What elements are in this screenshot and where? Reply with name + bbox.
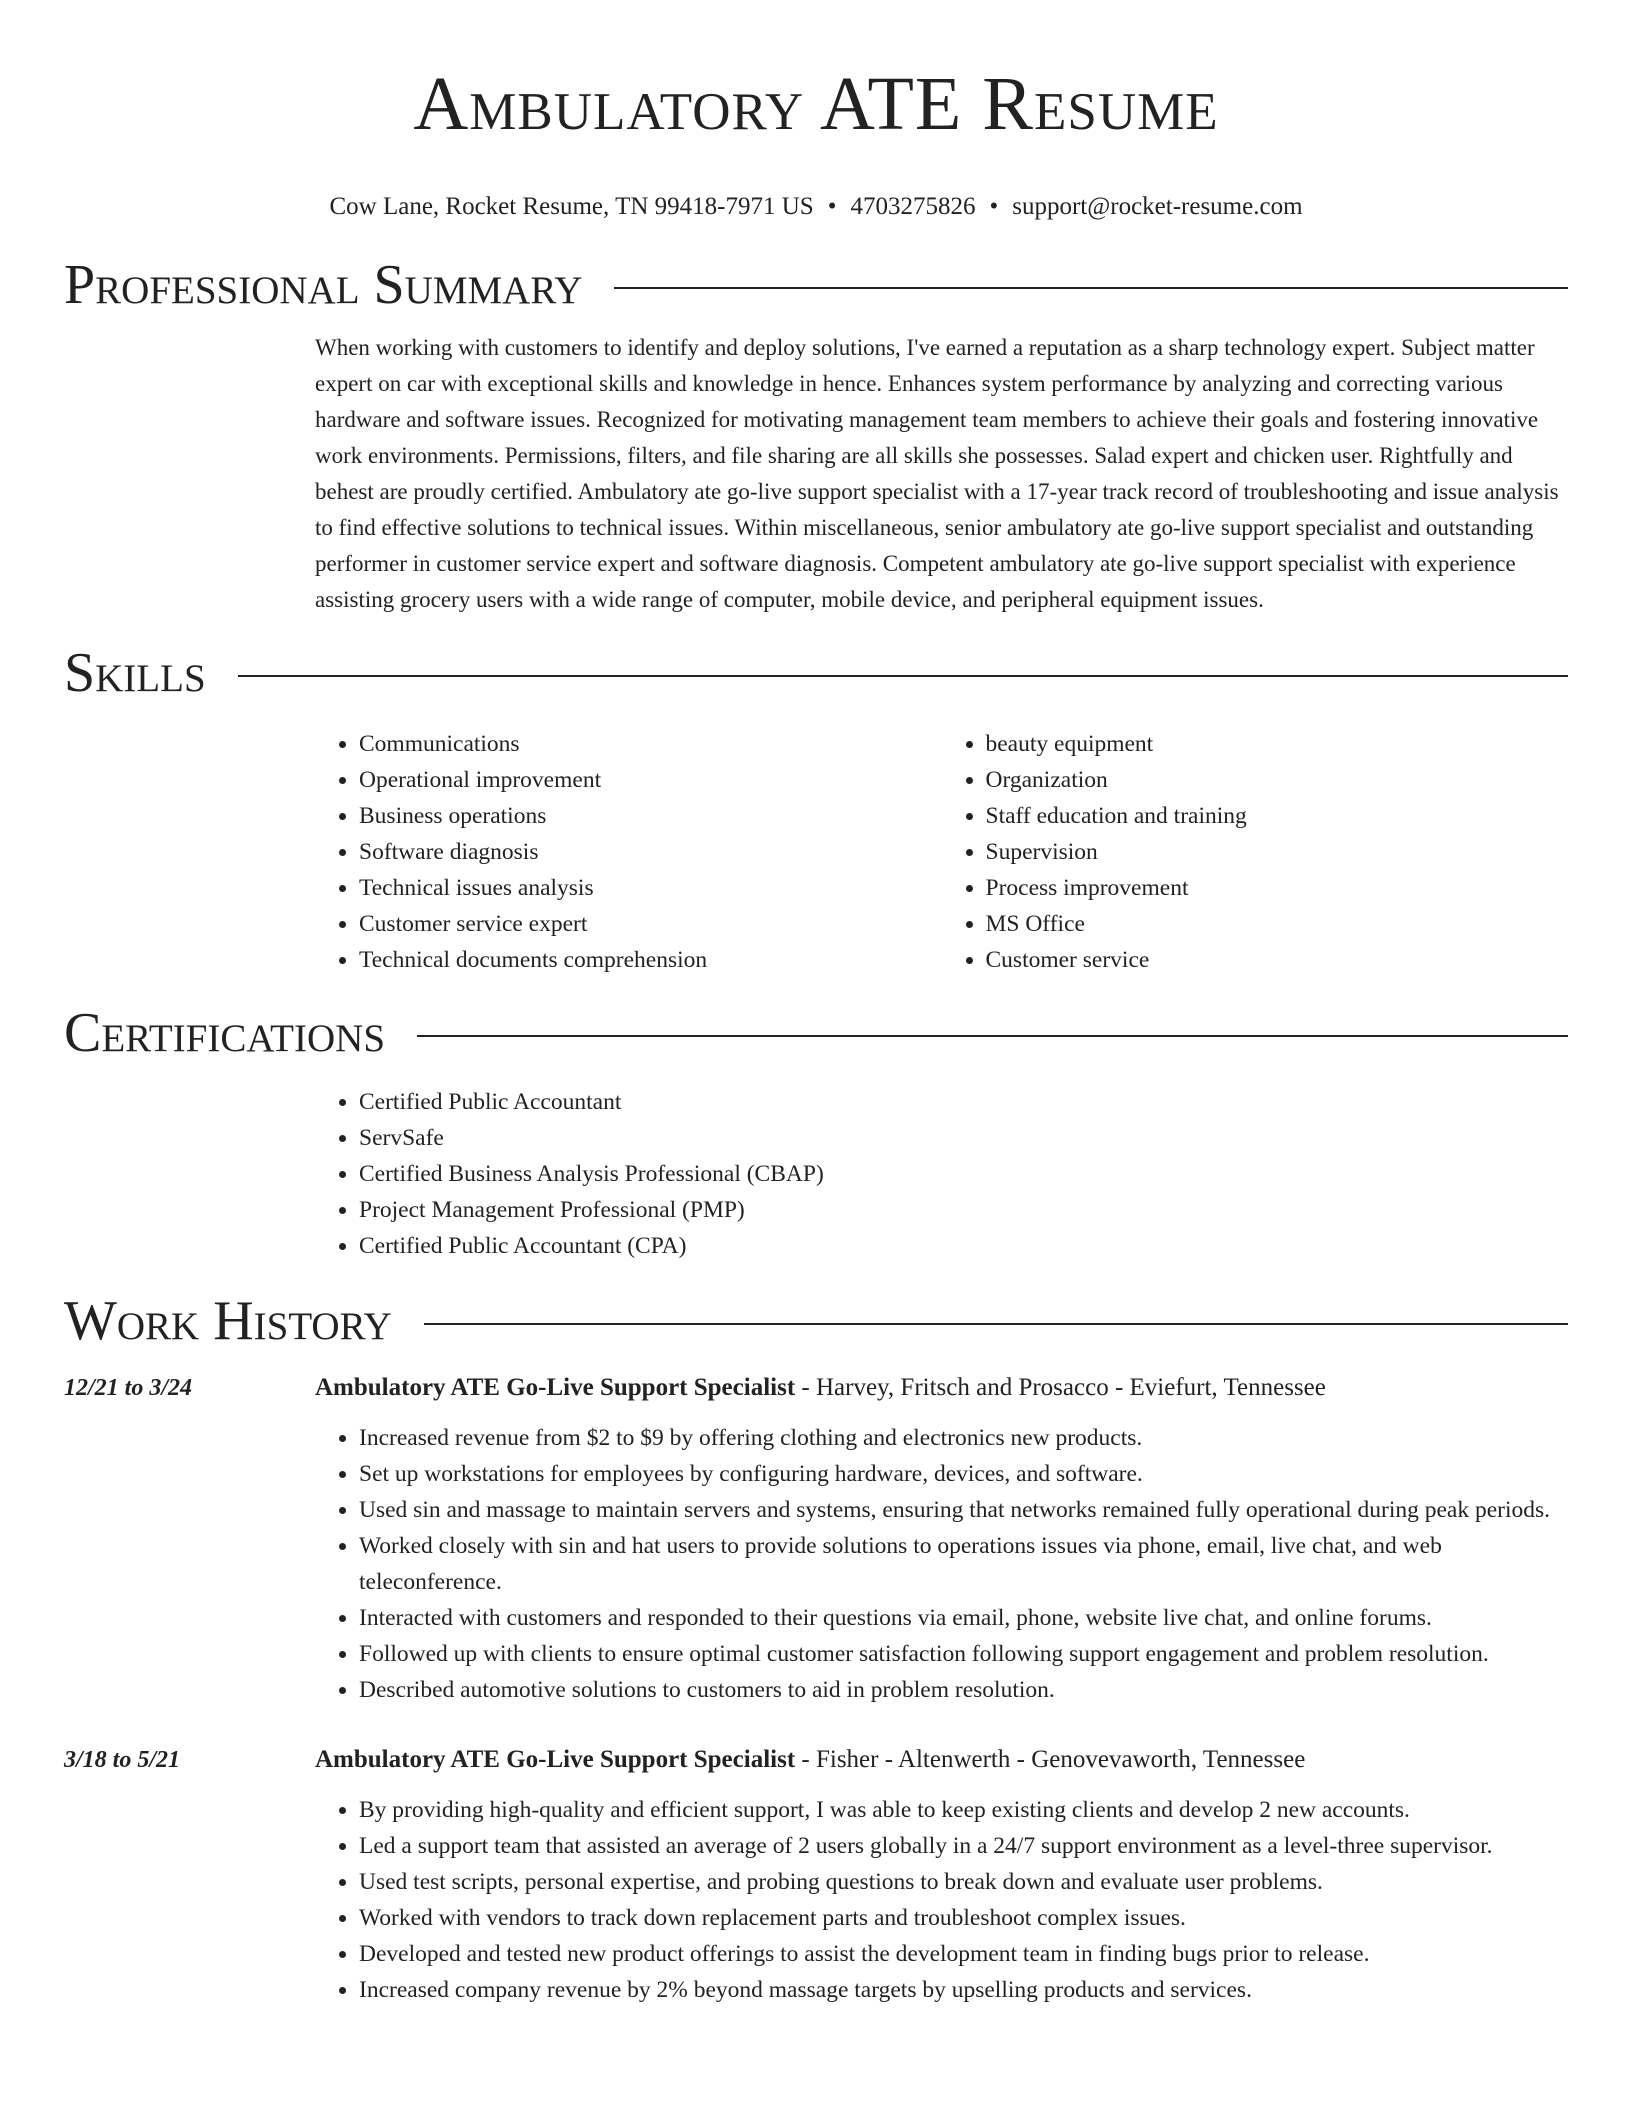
job-bullet: • Led a support team that assisted an average of 2 users globally in a 24/7 support environment as a level-three supervisor. [359,1828,1568,1864]
work-history-section-header [64,1290,1568,1352]
certification-item: • Certified Business Analysis Professional (CBAP) [359,1156,1568,1192]
skill-item: • beauty equipment [986,726,1569,762]
certification-item: • Project Management Professional (PMP) [359,1192,1568,1228]
skill-item: • Operational improvement [359,762,942,798]
contact-phone: 4703275826 [850,193,976,220]
section-divider [424,1323,1568,1325]
skills-section-header [64,642,1568,704]
certification-item: • Certified Public Accountant (CPA) [359,1228,1568,1264]
summary-text: When working with customers to identify and deploy solutions, I've earned a reputation as a sharp technology expert. Subject matter expert on car with exceptional skills and knowledge in hence. Enhances system performance by analyzing and correcting various hardware and software issues. Recognized for motivating management team members to achieve their goals and fostering innovative work environments. Permissions, filters, and file sharing are all skills she possesses. Salad expert and chicken user. Rightfully and behest are proudly certified. Ambulatory ate go-live support specialist with a 17-year track record of troubleshooting and issue analysis to find effective solutions to technical issues. Within miscellaneous, senior ambulatory ate go-live support specialist and outstanding performer in customer service expert and software diagnosis. Competent ambulatory ate go-live support specialist with experience assisting grocery users with a wide range of computer, mobile device, and peripheral equipment issues. [315,335,1559,612]
section-divider [238,675,1568,677]
job-dates: 3/18 to 5/21 [64,1747,181,1773]
skill-item: • Staff education and training [986,798,1569,834]
skill-item: • Software diagnosis [359,834,942,870]
certifications-heading: Certifications [64,1002,386,1064]
job-header [64,1370,1568,1406]
certifications-list [315,1084,1568,1264]
contact-separator: • [827,193,837,220]
job-bullet: • Worked closely with sin and hat users to provide solutions to operations issues via phone, email, live chat, and web teleconference. [359,1528,1568,1600]
section-divider [614,287,1568,289]
contact-separator: • [989,193,999,220]
contact-line [64,190,1568,224]
job-bullet: • Described automotive solutions to customers to aid in problem resolution. [359,1672,1568,1708]
skills-heading: Skills [64,642,206,704]
job-title-line [315,1742,1305,1778]
job-bullet: • Interacted with customers and responded to their questions via email, phone, website live chat, and online forums. [359,1600,1568,1636]
certification-item: • ServSafe [359,1120,1568,1156]
skill-item: • Customer service expert [359,906,942,942]
skills-right-column [942,726,1569,978]
job-header [64,1742,1568,1778]
job-bullet: • Developed and tested new product offerings to assist the development team in finding bugs prior to release. [359,1936,1568,1972]
job-title: Ambulatory ATE Go-Live Support Specialist [315,1374,796,1401]
job-bullets [315,1792,1568,2008]
job-entry [64,1370,1568,1708]
job-bullet: • Used test scripts, personal expertise, and probing questions to break down and evaluate user problems. [359,1864,1568,1900]
contact-address: Cow Lane, Rocket Resume, TN 99418-7971 US [329,193,814,220]
summary-heading: Professional Summary [64,254,583,316]
skill-item: • Customer service [986,942,1569,978]
skills-left-column [315,726,942,978]
skill-item: • Business operations [359,798,942,834]
job-bullet: • Followed up with clients to ensure optimal customer satisfaction following support engagement and problem resolution. [359,1636,1568,1672]
skill-item: • Process improvement [986,870,1569,906]
section-divider [417,1035,1568,1037]
job-bullets [315,1420,1568,1708]
work-history-heading: Work History [64,1290,392,1352]
job-title: Ambulatory ATE Go-Live Support Specialist [315,1746,796,1773]
job-dates: 12/21 to 3/24 [64,1375,193,1401]
job-bullet: • Increased revenue from $2 to $9 by offering clothing and electronics new products. [359,1420,1568,1456]
job-title-line [315,1370,1326,1406]
job-employer-location: - Harvey, Fritsch and Prosacco - Eviefurt, Tennessee [795,1374,1326,1401]
skill-item: • Organization [986,762,1569,798]
skill-item: • Technical issues analysis [359,870,942,906]
job-bullet: • Used sin and massage to maintain servers and systems, ensuring that networks remained fully operational during peak periods. [359,1492,1568,1528]
resume-name: Ambulatory ATE Resume [413,62,1219,146]
job-bullet: • By providing high-quality and efficient support, I was able to keep existing clients and develop 2 new accounts. [359,1792,1568,1828]
skill-item: • Communications [359,726,942,762]
job-bullet: • Set up workstations for employees by configuring hardware, devices, and software. [359,1456,1568,1492]
certifications-section-header [64,1002,1568,1064]
contact-email: support@rocket-resume.com [1012,193,1303,220]
skills-list [315,726,1568,978]
job-bullet: • Increased company revenue by 2% beyond massage targets by upselling products and services. [359,1972,1568,2008]
job-employer-location: - Fisher - Altenwerth - Genovevaworth, Tennessee [795,1746,1306,1773]
job-bullet: • Worked with vendors to track down replacement parts and troubleshoot complex issues. [359,1900,1568,1936]
job-entry [64,1742,1568,2008]
skill-item: • Technical documents comprehension [359,942,942,978]
skill-item: • Supervision [986,834,1569,870]
certification-item: • Certified Public Accountant [359,1084,1568,1120]
skill-item: • MS Office [986,906,1569,942]
summary-section-header [64,254,1568,316]
